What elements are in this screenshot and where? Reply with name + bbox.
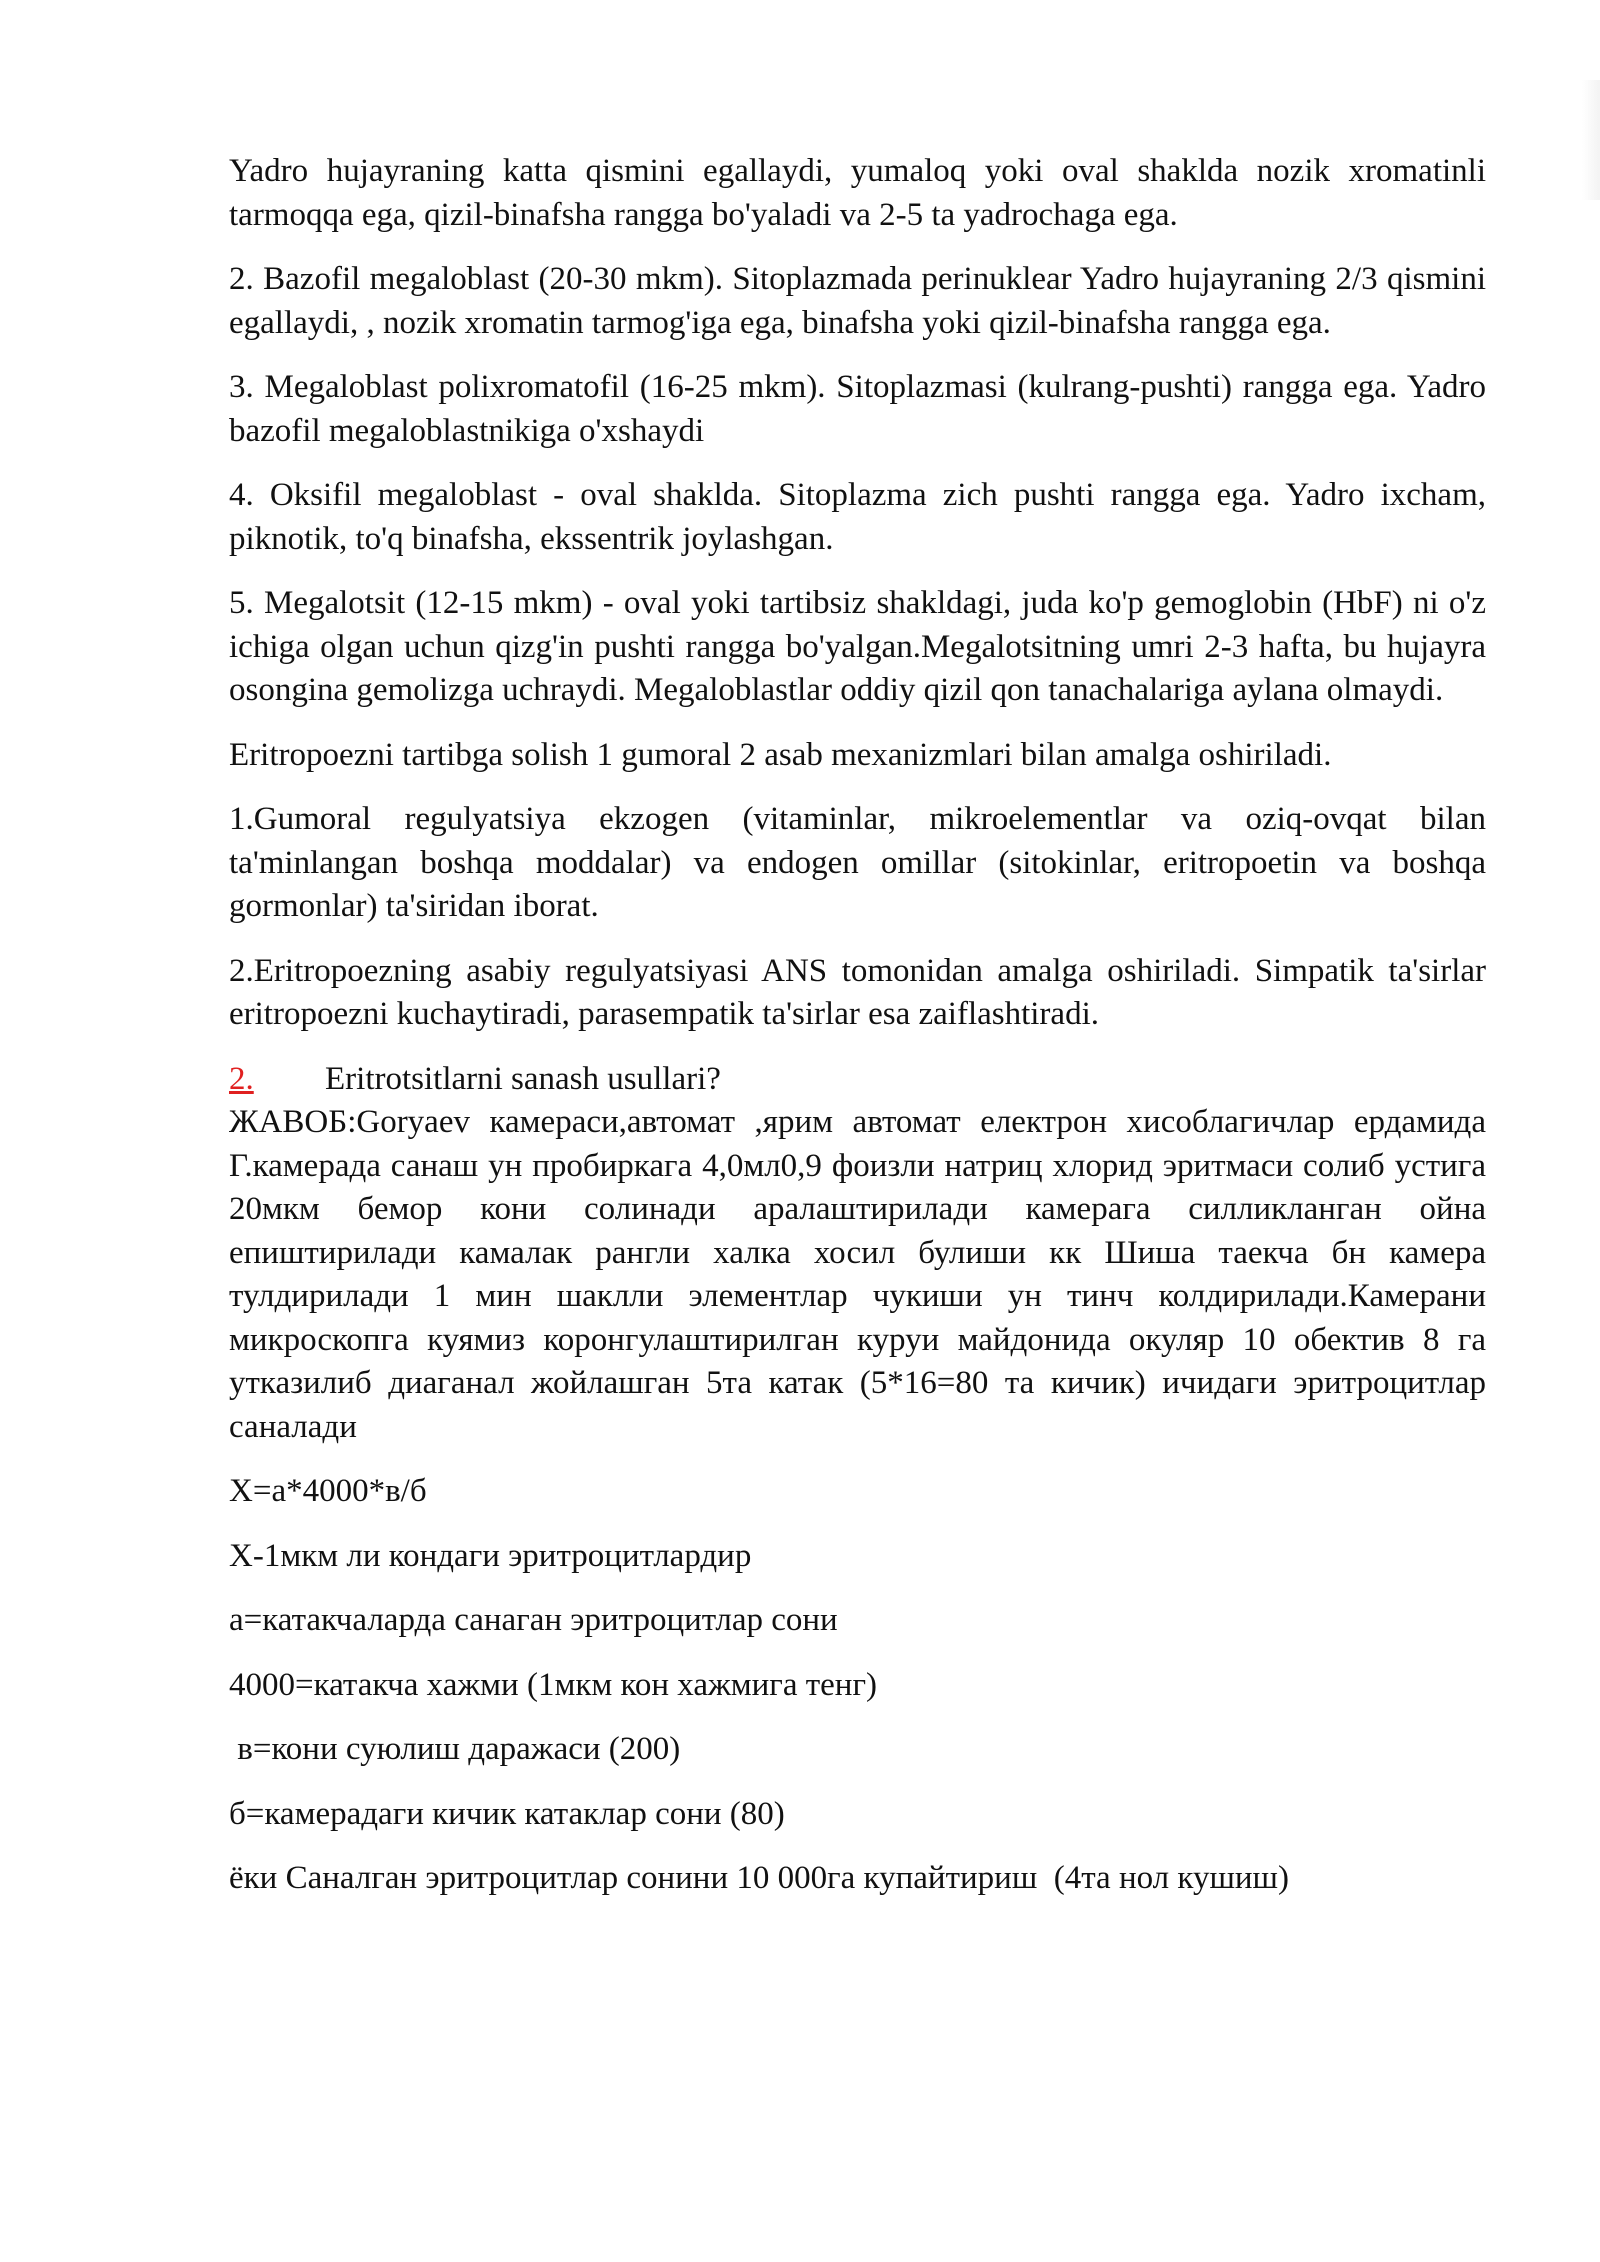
document-page	[229, 150, 1486, 1922]
formula-line: в=кони суюлиш даражаси (200)	[229, 1731, 681, 1767]
paragraph: 2.Eritropoezning asabiy regulyatsiyasi ANS tomonidan amalga oshiriladi. Simpatik ta'sirlar eritropoezni kuchaytiradi, parasempatik ta'sirlar esa zaiflashtiradi.	[229, 952, 1486, 1032]
paragraph: 4. Oksifil megaloblast - oval shaklda. Sitoplazma zich pushti rangga ega. Yadro ixcham, piknotik, to'q binafsha, ekssentrik joylashgan.	[229, 477, 1486, 557]
question-number: 2.	[229, 1060, 254, 1097]
paragraph: 3. Megaloblast polixromatofil (16-25 mkm). Sitoplazmasi (kulrang-pushti) rangga ega. Yadro bazofil megaloblastnikiga o'xshaydi	[229, 369, 1486, 449]
paragraph: 2. Bazofil megaloblast (20-30 mkm). Sitoplazmada perinuklear Yadro hujayraning 2/3 qismini egallaydi, , nozik xromatin tarmog'iga ega, binafsha yoki qizil-binafsha rangga ega.	[229, 261, 1486, 341]
formula-line: б=камерадаги кичик катаклар сони (80)	[229, 1795, 785, 1832]
answer-paragraph: ЖАВОБ:Goryaev камераси,автомат ,ярим автомат електрон хисоблагичлар ердамида Г.камерада санаш ун пробиркага 4,0мл0,9 фоизли натриц хлорид эритмаси солиб устига 20мкм бемор кони солинади аралаштирилади камерага силликланган ойна епиштирилади камалак рангли халка хосил булиши кк Шиша таекча бн камера тулдирилади 1 мин шаклли элементлар чукиши ун тинч колдирилади.Камерани микроскопга куямиз коронгулаштирилган куруи майдонида окуляр 10 обектив 8 га утказилиб диаганал жойлашган 5та катак (5*16=80 та кичик) ичидаги эритроцитлар саналади	[229, 1104, 1486, 1445]
question-text: Eritrotsitlarni sanash usullari?	[325, 1060, 721, 1097]
formula-line: 4000=катакча хажми (1мкм кон хажмига тенг)	[229, 1666, 877, 1703]
formula-line: ёки Саналган эритроцитлар сонини 10 000га купайтириш (4та нол кушиш)	[229, 1860, 1289, 1896]
formula-line: а=катакчаларда санаган эритроцитлар сони	[229, 1602, 838, 1638]
page-edge-shadow	[1582, 80, 1600, 200]
formula-line: Х-1мкм ли кондаги эритроцитлардир	[229, 1537, 752, 1574]
paragraph: Yadro hujayraning katta qismini egallaydi, yumaloq yoki oval shaklda nozik xromatinli tarmoqqa ega, qizil-binafsha rangga bo'yaladi va 2-5 ta yadrochaga ega.	[229, 153, 1486, 233]
paragraph: 1.Gumoral regulyatsiya ekzogen (vitaminlar, mikroelementlar va oziq-ovqat bilan ta'minlangan boshqa moddalar) va endogen omillar (sitokinlar, eritropoetin va boshqa gormonlar) ta'siridan iborat.	[229, 801, 1486, 924]
paragraph: Eritropoezni tartibga solish 1 gumoral 2 asab mexanizmlari bilan amalga oshiriladi.	[229, 736, 1332, 773]
formula-line: Х=а*4000*в/б	[229, 1473, 427, 1509]
question-heading	[229, 1058, 1486, 1102]
paragraph: 5. Megalotsit (12-15 mkm) - oval yoki tartibsiz shakldagi, juda ko'p gemoglobin (HbF) ni o'z ichiga olgan uchun qizg'in pushti rangga bo'yalgan.Megalotsitning umri 2-3 hafta, bu hujayra osongina gemolizga uchraydi. Megaloblastlar oddiy qizil qon tanachalariga aylana olmaydi.	[229, 585, 1486, 708]
